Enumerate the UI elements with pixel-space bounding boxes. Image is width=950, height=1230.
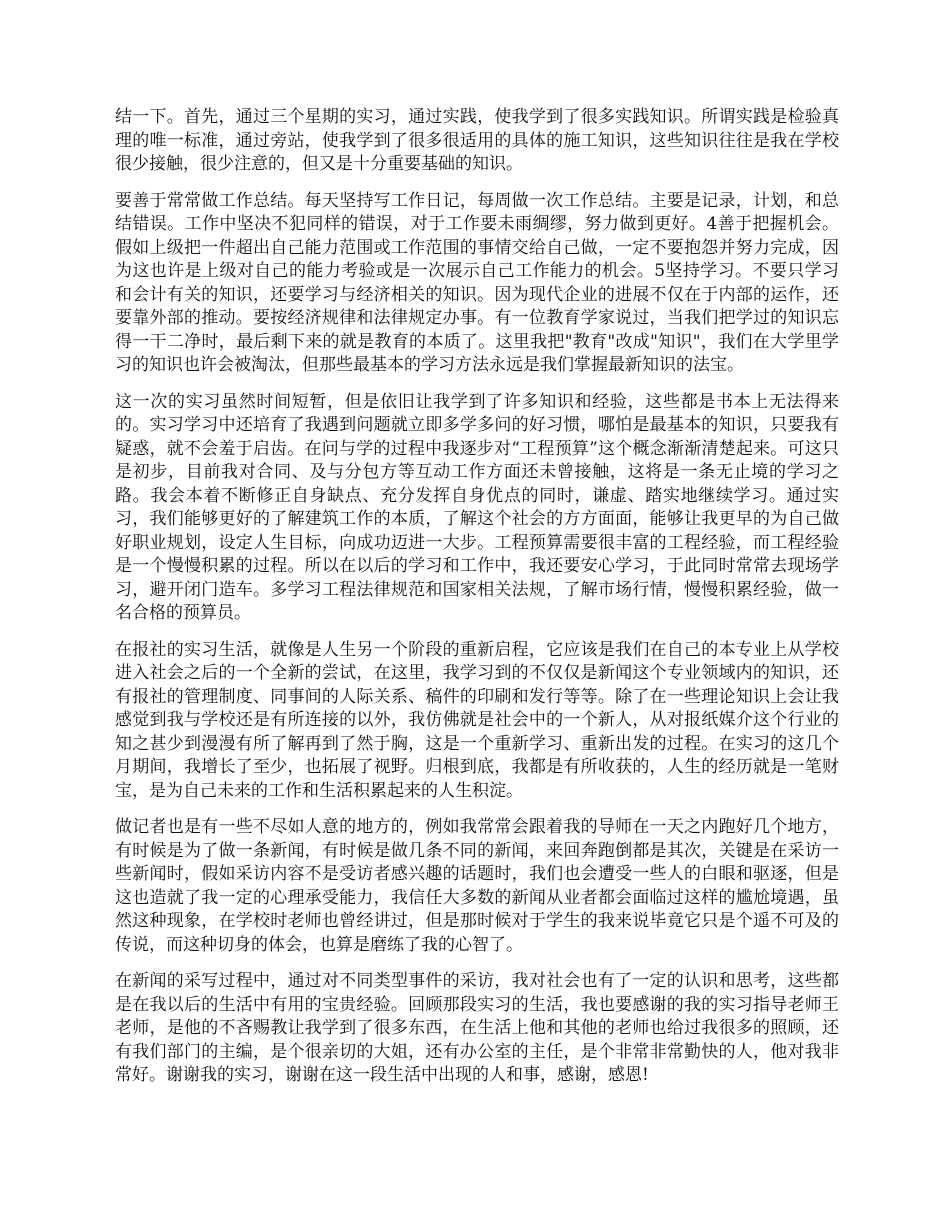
paragraph-5: 做记者也是有一些不尽如人意的地方的，例如我常常会跟着我的导师在一天之内跑好几个地方，有时候是为了做一条新闻，有时候是做几条不同的新闻，来回奔跑倒都是其次，关键是在采访一些新闻时，假如采访内容不是受访者感兴趣的话题时，我们也会遭受一些人的白眼和驱逐，但是这也造就了我一定的心理承受能力，我信任大多数的新闻从业者都会面临过这样的尴尬境遇，虽然这种现象，在学校时老师也曾经讲过，但是那时候对于学生的我来说毕竟它只是个遥不可及的传说，而这种切身的体会，也算是磨练了我的心智了。 [115, 817, 839, 955]
paragraph-2: 要善于常常做工作总结。每天坚持写工作日记，每周做一次工作总结。主要是记录，计划，和总结错误。工作中坚决不犯同样的错误，对于工作要未雨绸缪，努力做到更好。4善于把握机会。假如上级把一件超出自己能力范围或工作范围的事情交给自己做，一定不要抱怨并努力完成，因为这也许是上级对自己的能力考验或是一次展示自己工作能力的机会。5坚持学习。不要只学习和会计有关的知识，还要学习与经济相关的知识。因为现代企业的进展不仅在于内部的运作，还要靠外部的推动。要按经济规律和法律规定办事。有一位教育学家说过，当我们把学过的知识忘得一干二净时，最后剩下来的就是教育的本质了。这里我把"教育"改成"知识"，我们在大学里学习的知识也许会被淘汰，但那些最基本的学习方法永远是我们掌握最新知识的法宝。 [115, 190, 839, 375]
paragraph-1: 结一下。首先，通过三个星期的实习，通过实践，使我学到了很多实践知识。所谓实践是检验真理的唯一标准，通过旁站，使我学到了很多很适用的具体的施工知识，这些知识往往是我在学校很少接触，很少注意的，但又是十分重要基础的知识。 [115, 107, 839, 174]
paragraph-4: 在报社的实习生活，就像是人生另一个阶段的重新启程，它应该是我们在自己的本专业上从学校进入社会之后的一个全新的尝试，在这里，我学习到的不仅仅是新闻这个专业领域内的知识，还有报社的管理制度、同事间的人际关系、稿件的印刷和发行等等。除了在一些理论知识上会让我感觉到我与学校还是有所连接的以外，我仿佛就是社会中的一个新人，从对报纸媒介这个行业的知之甚少到漫漫有所了解再到了然于胸，这是一个重新学习、重新出发的过程。在实习的这几个月期间，我增长了至少，也拓展了视野。归根到底，我都是有所收获的，人生的经历就是一笔财宝，是为自己未来的工作和生活积累起来的人生积淀。 [115, 639, 839, 801]
paragraph-6: 在新闻的采写过程中，通过对不同类型事件的采访，我对社会也有了一定的认识和思考，这些都是在我以后的生活中有用的宝贵经验。回顾那段实习的生活，我也要感谢的我的实习指导老师王老师，是他的不吝赐教让我学到了很多东西，在生活上他和其他的老师也给过我很多的照顾，还有我们部门的主编，是个很亲切的大姐，还有办公室的主任，是个非常非常勤快的人，他对我非常好。谢谢我的实习，谢谢在这一段生活中出现的人和事，感谢，感恩! [115, 971, 839, 1085]
document-page [115, 106, 839, 1101]
paragraph-3: 这一次的实习虽然时间短暂，但是依旧让我学到了许多知识和经验，这些都是书本上无法得来的。实习学习中还培育了我遇到问题就立即多学多问的好习惯，哪怕是最基本的知识，只要我有疑惑，就不会羞于启齿。在问与学的过程中我逐步对“工程预算”这个概念渐渐清楚起来。可这只是初步，目前我对合同、及与分包方等互动工作方面还未曾接触，这将是一条无止境的学习之路。我会本着不断修正自身缺点、充分发挥自身优点的同时，谦虚、踏实地继续学习。通过实习，我们能够更好的了解建筑工作的本质，了解这个社会的方方面面，能够让我更早的为自己做好职业规划，设定人生目标，向成功迈进一大步。工程预算需要很丰富的工程经验，而工程经验是一个慢慢积累的过程。所以在以后的学习和工作中，我还要安心学习，于此同时常常去现场学习，避开闭门造车。多学习工程法律规范和国家相关法规，了解市场行情，慢慢积累经验，做一名合格的预算员。 [115, 391, 839, 623]
